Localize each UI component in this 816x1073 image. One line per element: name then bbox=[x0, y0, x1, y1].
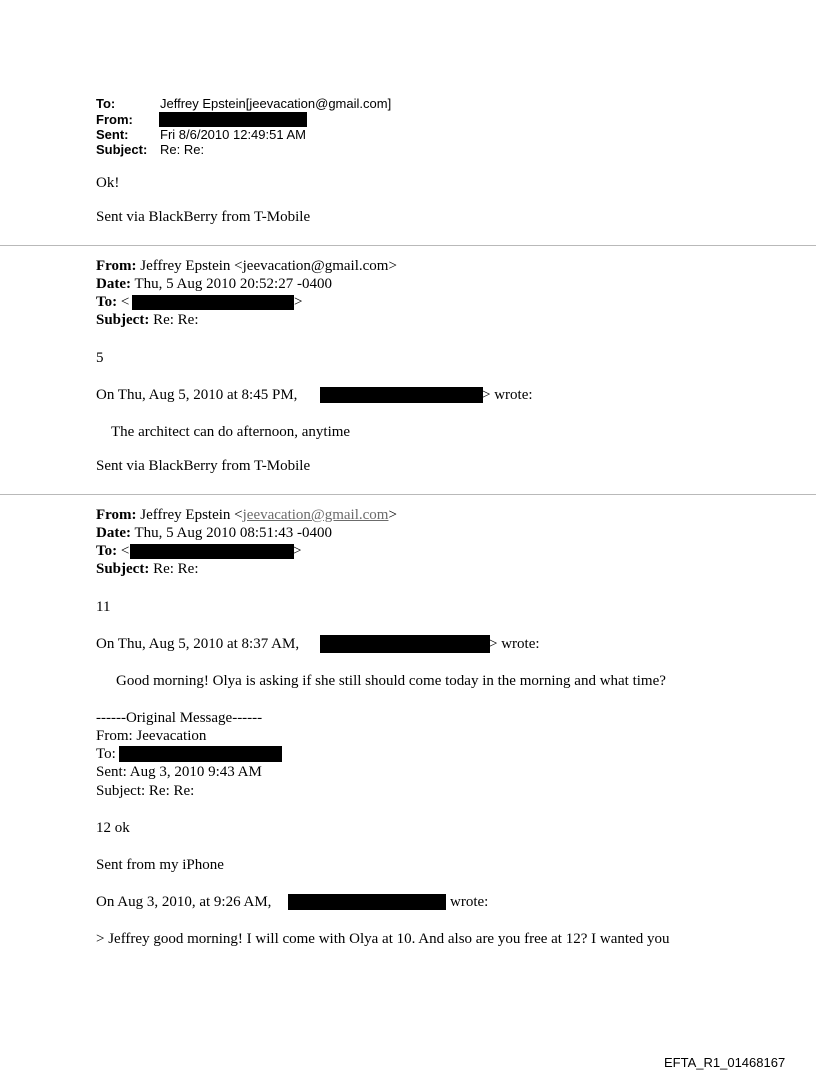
signature: Sent via BlackBerry from T-Mobile bbox=[96, 209, 311, 225]
from-label: From: bbox=[96, 112, 133, 127]
subject-value: Re: Re: bbox=[160, 142, 205, 157]
to-label: To: bbox=[96, 543, 118, 559]
separator-line bbox=[0, 494, 816, 495]
from-close: > bbox=[388, 507, 397, 523]
wrote-label: wrote: bbox=[501, 636, 540, 652]
body-text: 5 bbox=[96, 350, 104, 366]
wrote-suffix: wrote: bbox=[450, 894, 489, 910]
sent-label: Sent: bbox=[96, 127, 129, 142]
original-sent: Sent: Aug 3, 2010 9:43 AM bbox=[96, 764, 262, 780]
original-to-label: To: bbox=[96, 746, 116, 762]
wrote-prefix: On Aug 3, 2010, at 9:26 AM, bbox=[96, 894, 272, 910]
date-label: Date: bbox=[96, 276, 131, 292]
to-label: To: bbox=[96, 294, 118, 310]
date-line bbox=[96, 276, 332, 293]
angle-close: > bbox=[293, 543, 302, 559]
subject-line bbox=[96, 312, 199, 329]
from-value: Jeffrey Epstein <jeevacation@gmail.com> bbox=[136, 258, 397, 274]
redaction-block bbox=[119, 746, 282, 762]
date-label: Date: bbox=[96, 525, 131, 541]
date-value: Thu, 5 Aug 2010 20:52:27 -0400 bbox=[130, 276, 332, 292]
from-name: Jeffrey Epstein < bbox=[136, 507, 243, 523]
to-label: To: bbox=[96, 96, 116, 111]
subject-line bbox=[96, 561, 199, 578]
wrote-prefix: On Thu, Aug 5, 2010 at 8:37 AM, bbox=[96, 636, 300, 652]
separator-line bbox=[0, 245, 816, 246]
signature: Sent via BlackBerry from T-Mobile bbox=[96, 458, 311, 474]
subject-label: Subject: bbox=[96, 312, 150, 328]
redaction-block bbox=[159, 112, 307, 127]
document-id: EFTA_R1_01468167 bbox=[664, 1055, 786, 1070]
angle-close: > bbox=[294, 294, 303, 310]
original-subject: Subject: Re: Re: bbox=[96, 783, 195, 799]
subject-label: Subject: bbox=[96, 142, 148, 157]
subject-label: Subject: bbox=[96, 561, 150, 577]
subject-value: Re: Re: bbox=[149, 312, 199, 328]
body-text: 11 bbox=[96, 599, 111, 615]
email-link[interactable]: jeevacation@gmail.com bbox=[242, 507, 389, 523]
redaction-block bbox=[130, 544, 294, 559]
date-line bbox=[96, 525, 332, 542]
quoted-text: > Jeffrey good morning! I will come with Olya at 10. And also are you free at 12? I wanted you bbox=[96, 931, 670, 947]
quoted-text: Good morning! Olya is asking if she still should come today in the morning and what time? bbox=[116, 673, 666, 689]
date-value: Thu, 5 Aug 2010 08:51:43 -0400 bbox=[130, 525, 332, 541]
redaction-block bbox=[132, 295, 294, 310]
to-line: To: < bbox=[96, 294, 130, 310]
from-label: From: bbox=[96, 258, 137, 274]
body-text: Ok! bbox=[96, 175, 120, 191]
from-label: From: bbox=[96, 507, 137, 523]
to-line: To: < bbox=[96, 543, 130, 559]
from-line bbox=[96, 258, 397, 275]
original-from: From: Jeevacation bbox=[96, 728, 207, 744]
wrote-label: wrote: bbox=[494, 387, 533, 403]
redaction-block bbox=[320, 387, 483, 403]
wrote-prefix: On Thu, Aug 5, 2010 at 8:45 PM, bbox=[96, 387, 298, 403]
quoted-text: The architect can do afternoon, anytime bbox=[111, 424, 351, 440]
redaction-block bbox=[288, 894, 446, 910]
original-divider: ------Original Message------ bbox=[96, 710, 263, 726]
body-text: 12 ok bbox=[96, 820, 130, 836]
to-value: Jeffrey Epstein[jeevacation@gmail.com] bbox=[160, 96, 392, 111]
sent-value: Fri 8/6/2010 12:49:51 AM bbox=[160, 127, 306, 142]
from-line bbox=[96, 507, 397, 524]
wrote-suffix: > wrote: bbox=[489, 636, 540, 652]
wrote-suffix: > wrote: bbox=[482, 387, 533, 403]
subject-value: Re: Re: bbox=[149, 561, 199, 577]
signature: Sent from my iPhone bbox=[96, 857, 224, 873]
redaction-block bbox=[320, 635, 490, 653]
